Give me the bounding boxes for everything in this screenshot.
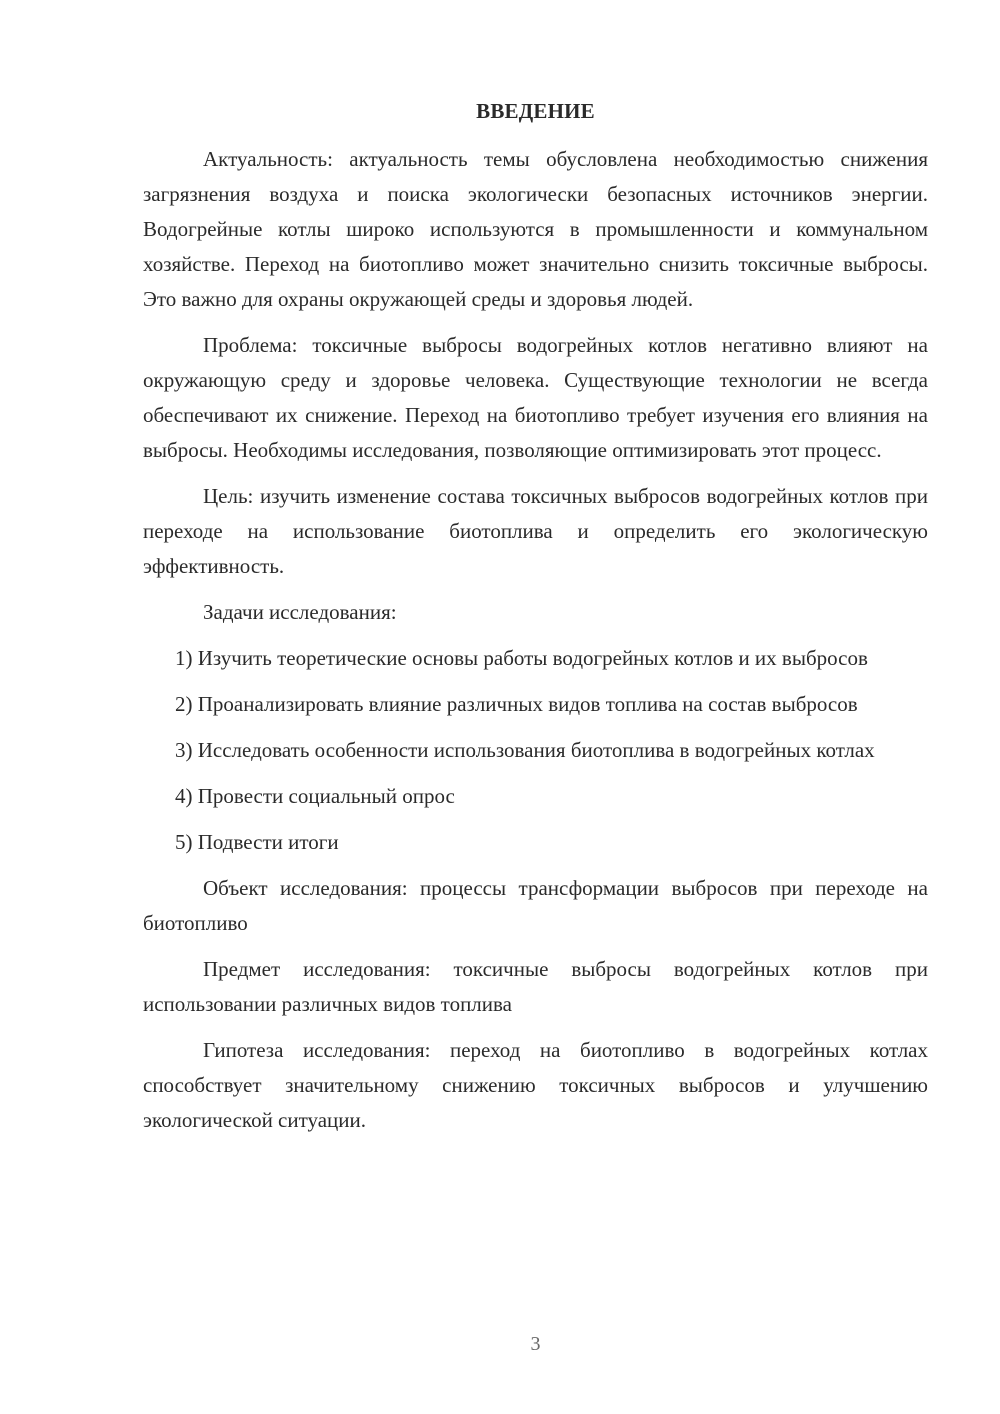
task-item-3: 3) Исследовать особенности использования биотоплива в водогрейных котлах — [175, 738, 875, 762]
document-body — [143, 142, 928, 1138]
task-item-2: 2) Проанализировать влияние различных видов топлива на состав выбросов — [175, 692, 858, 716]
task-item-4: 4) Провести социальный опрос — [175, 784, 455, 808]
section-title: ВВЕДЕНИЕ — [476, 99, 595, 123]
tasks-heading: Задачи исследования: — [203, 600, 397, 624]
subject-paragraph: Предмет исследования: токсичные выбросы водогрейных котлов при использовании различных видов топлива — [143, 957, 928, 1016]
hypothesis-paragraph: Гипотеза исследования: переход на биотопливо в водогрейных котлах способствует значительному снижению токсичных выбросов и улучшению экологической ситуации. — [143, 1038, 928, 1132]
relevance-paragraph: Актуальность: актуальность темы обусловлена необходимостью снижения загрязнения воздуха и поиска экологически безопасных источников энергии. Водогрейные котлы широко используются в промышленности и коммунальном хозяйстве. Переход на биотопливо может значительно снизить токсичные выбросы. Это важно для охраны окружающей среды и здоровья людей. — [143, 147, 928, 311]
object-paragraph: Объект исследования: процессы трансформации выбросов при переходе на биотопливо — [143, 876, 928, 935]
problem-paragraph: Проблема: токсичные выбросы водогрейных котлов негативно влияют на окружающую среду и здоровье человека. Существующие технологии не всегда обеспечивают их снижение. Переход на биотопливо требует изучения его влияния на выбросы. Необходимы исследования, позволяющие оптимизировать этот процесс. — [143, 333, 928, 462]
task-item-1: 1) Изучить теоретические основы работы водогрейных котлов и их выбросов — [175, 646, 868, 670]
document-page — [143, 0, 928, 1414]
task-item-5: 5) Подвести итоги — [175, 830, 339, 854]
page-number: 3 — [530, 1333, 541, 1355]
goal-paragraph: Цель: изучить изменение состава токсичных выбросов водогрейных котлов при переходе на использование биотоплива и определить его экологическую эффективность. — [143, 484, 928, 578]
